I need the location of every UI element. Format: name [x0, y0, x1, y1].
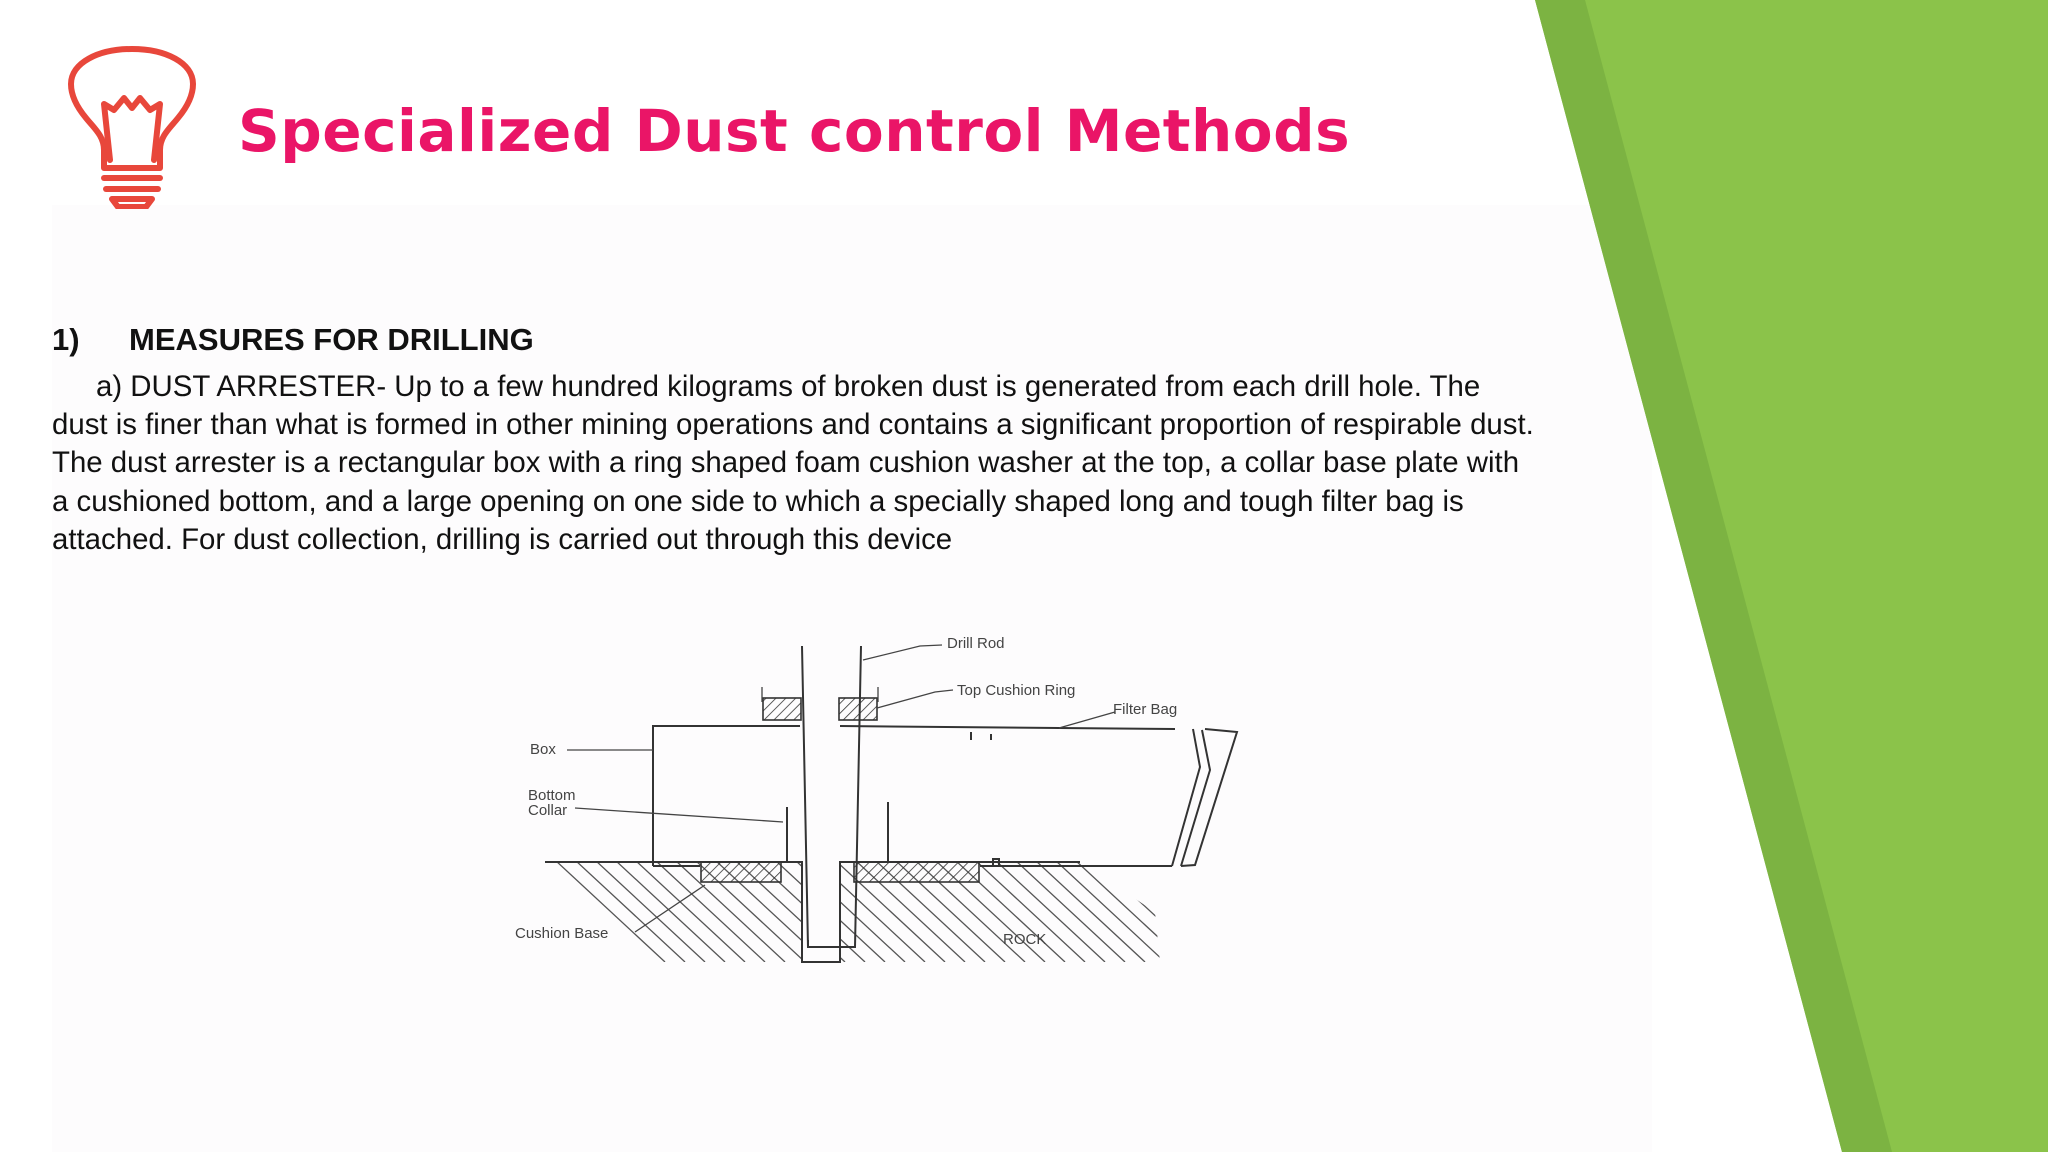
section-number: 1) — [52, 322, 80, 357]
label-cushion-base: Cushion Base — [515, 925, 609, 942]
label-rock: ROCK — [1003, 931, 1047, 948]
label-filter-bag: Filter Bag — [1113, 701, 1178, 718]
body-line: dust is finer than what is formed in other mining operations and contains a significant proportion of respirable dust. — [52, 408, 1534, 442]
slide-title: Specialized Dust control Methods — [238, 97, 1351, 165]
label-top-cushion-ring: Top Cushion Ring — [957, 682, 1076, 699]
drill-rod — [802, 646, 861, 947]
label-box: Box — [530, 741, 556, 758]
label-bottom-collar-line1: Bottom — [528, 787, 576, 804]
section-body — [52, 368, 1652, 559]
body-line: a) DUST ARRESTER- Up to a few hundred kilograms of broken dust is generated from each drill hole. The — [96, 370, 1481, 403]
lightbulb-icon — [62, 44, 202, 209]
body-line: The dust arrester is a rectangular box with a ring shaped foam cushion washer at the top, a collar base plate with — [52, 446, 1520, 480]
label-bottom-collar-line2: Collar — [528, 802, 568, 819]
label-drill-rod: Drill Rod — [947, 635, 1005, 652]
dust-arrester-box — [653, 726, 1237, 866]
dust-arrester-diagram — [505, 622, 1270, 987]
body-line: attached. For dust collection, drilling is carried out through this device — [52, 522, 953, 556]
section-heading — [52, 320, 534, 360]
section-heading-text: MEASURES FOR DRILLING — [129, 322, 534, 357]
body-line: a cushioned bottom, and a large opening on one side to which a specially shaped long and tough filter bag is — [52, 484, 1464, 518]
